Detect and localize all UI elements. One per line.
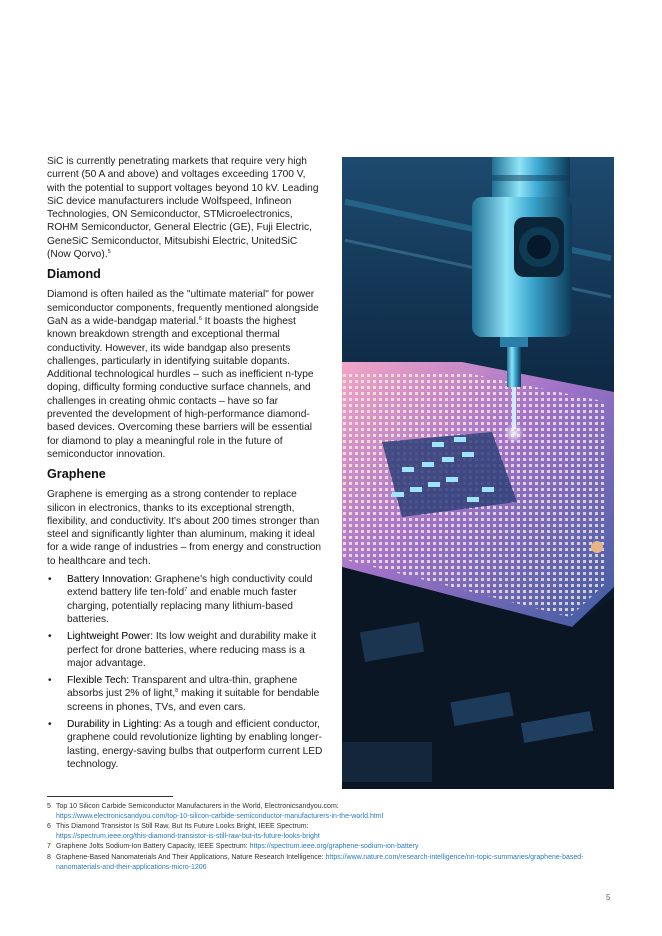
footnote-ref-8[interactable]: 8 — [175, 688, 179, 695]
main-text-column — [47, 155, 323, 775]
sic-paragraph: SiC is currently penetrating markets that require very high current (50 A and above) and voltages exceeding 1700 V, with the potential to support voltages beyond 10 kV. Leading SiC device manufacturers include Wolfspeed, Infineon Technologies, ON Semiconductor, STMicroelectronics, ROHM Semiconductor, General Electric (GE), Fuji Electric, GeneSiC Semiconductor, Mitsubishi Electric, UnitedSiC (Now Qorvo).$^5$ — [47, 156, 319, 261]
footnote-5: 5 Top 10 Silicon Carbide Semiconductor Manufacturers in the World, Electronicsandyou.com: https://www.electronicsandyou.com/top-10-silicon-carbide-semiconductor-manufacturers-in-the-world.html — [47, 803, 384, 820]
chip-probe-illustration — [342, 157, 614, 789]
bullet-icon: • — [48, 631, 52, 643]
footnote-5-link[interactable]: https://www.electronicsandyou.com/top-10-silicon-carbide-semiconductor-manufacturers-in-the-world.html — [56, 812, 384, 820]
graphene-heading: Graphene — [47, 467, 106, 482]
footnote-6-link[interactable]: https://spectrum.ieee.org/this-diamond-transistor-is-still-raw-but-its-future-looks-bright — [56, 832, 320, 840]
diamond-paragraph: Diamond is often hailed as the "ultimate material" for power semiconductor components, frequently mentioned alongside GaN as a wide-bandgap material.$^6$ It boasts the highest known breakdown strength and exceptional thermal conductivity. However, its wide bandgap also presents challenges, particularly in identifying suitable dopants. Additional technological hurdles – such as inefficient n-type doping, difficulty forming conductive surface channels, and challenges in creating ohmic contacts – have so far prevented the development of high-performance diamond-based devices. Overcoming these barriers will be essential for diamond to play a meaningful role in the future of semiconductor innovation. — [47, 289, 319, 460]
diamond-heading: Diamond — [47, 267, 101, 282]
semiconductor-chip-photo — [342, 157, 614, 789]
footnote-7: 7 Graphene Jolts Sodium-Ion Battery Capacity, IEEE Spectrum: https://spectrum.ieee.org/graphene-sodium-ion-battery — [47, 843, 419, 851]
footnotes — [47, 802, 607, 873]
footnote-6: 6 This Diamond Transistor Is Still Raw, But Its Future Looks Bright, IEEE Spectrum: https://spectrum.ieee.org/this-diamond-transistor-is-still-raw-but-its-future-looks-bright — [47, 823, 320, 840]
footnote-ref-5[interactable]: 5 — [107, 249, 111, 256]
bullet-icon: • — [48, 718, 52, 730]
footnote-ref-7[interactable]: 7 — [184, 587, 188, 594]
graphene-intro: Graphene is emerging as a strong contender to replace silicon in electronics, thanks to its exceptional strength, flexibility, and conductivity. It's about 200 times stronger than steel and significantly lighter than aluminum, making it ideal for a wide range of industries – from energy and construction to healthcare and tech. — [47, 489, 322, 567]
footnote-divider — [47, 796, 173, 797]
footnote-7-link[interactable]: https://spectrum.ieee.org/graphene-sodium-ion-battery — [249, 843, 419, 851]
bullet-lightweight-power: • Lightweight Power: Its low weight and durability make it perfect for drone batteries, where reducing mass is a major advantage. — [48, 631, 317, 669]
footnote-8: 8 Graphene-Based Nanomaterials And Their Applications, Nature Research Intelligence: https://www.nature.com/research-intelligence/nri-topic-summaries/graphene-based-nanomaterials-and-their-applications-micro-1206 — [47, 853, 584, 871]
bullet-durability-lighting: • Durability in Lighting: As a tough and efficient conductor, graphene could revolutionize lighting by enabling longer-lasting, energy-saving bulbs that outperform current LED technology. — [48, 718, 323, 770]
bullet-flexible-tech: • Flexible Tech: Transparent and ultra-thin, graphene absorbs just 2% of light,$^8$ making it suitable for bendable screens in phones, TVs, and even cars. — [48, 675, 320, 713]
bullet-icon: • — [48, 574, 52, 586]
graphene-bullet-list — [47, 573, 323, 771]
bullet-icon: • — [48, 675, 52, 687]
bullet-battery-innovation: • Battery Innovation: Graphene's high conductivity could extend battery life ten-fold$^7$ and enable much faster charging, potentially replacing many lithium-based batteries. — [48, 574, 313, 625]
footnote-ref-6[interactable]: 6 — [198, 315, 202, 322]
page-number: 5 — [606, 893, 611, 902]
footnote-8-link[interactable]: https://www.nature.com/research-intelligence/nri-topic-summaries/graphene-based-nanomaterials-and-their-applications-micro-1206 — [56, 853, 584, 871]
